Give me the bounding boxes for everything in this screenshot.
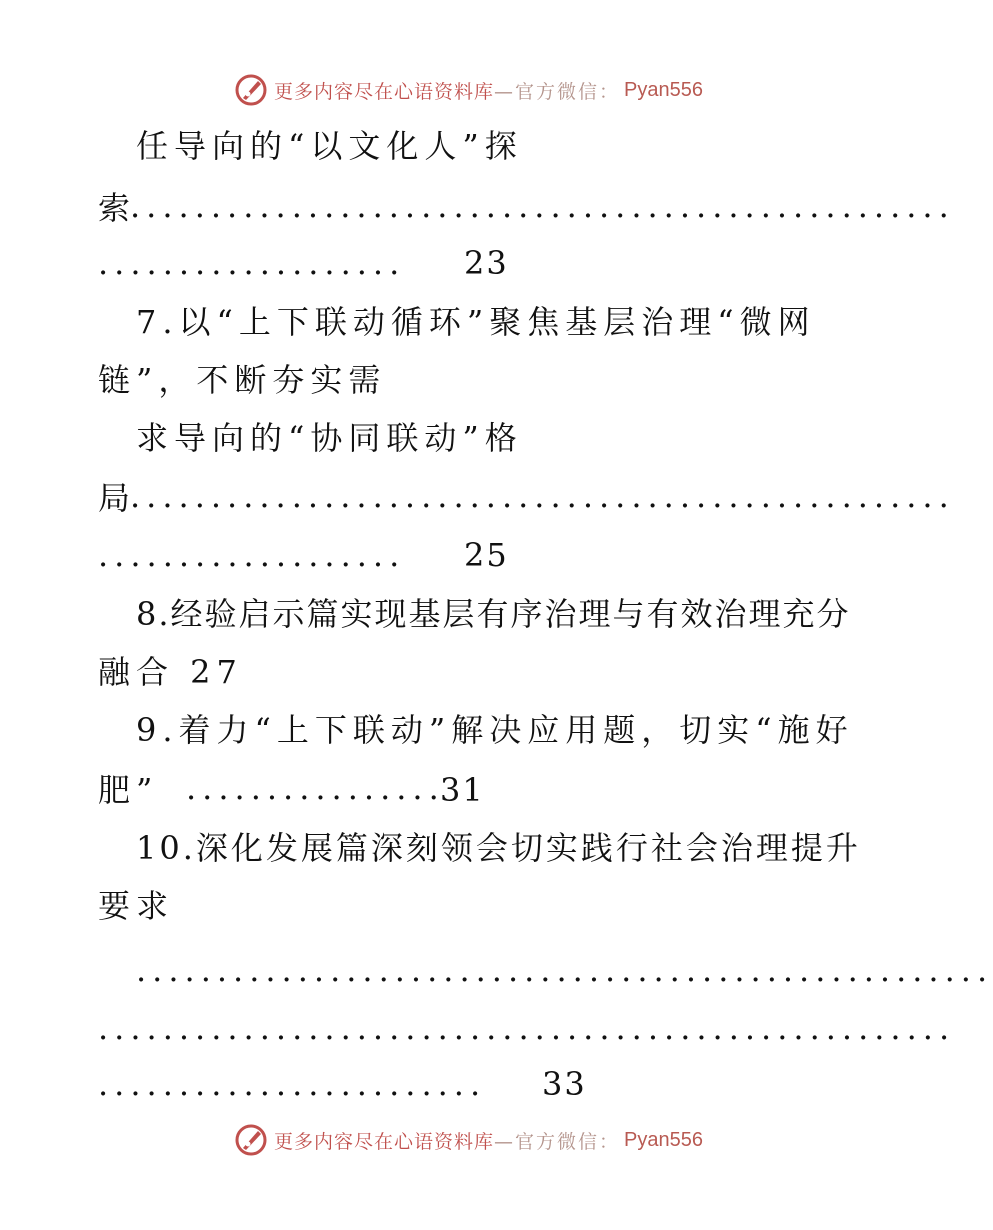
- toc-text-line: 7.以“上下联动循环”聚焦基层治理“微网: [136, 303, 816, 341]
- toc-text-line: 求导向的“协同联动”格: [136, 419, 523, 457]
- toc-text-line: 8.经验启示篇实现基层有序治理与有效治理充分: [136, 595, 851, 633]
- toc-page-number: 25: [464, 536, 509, 574]
- footer-watermark: [234, 1120, 703, 1160]
- watermark-brand: 更多内容尽在心语资料库: [274, 80, 495, 103]
- toc-leader-dots: ...................: [98, 536, 406, 574]
- toc-text-line: 链”，不断夯实需: [98, 361, 387, 399]
- watermark-wechat-id: Pyan556: [624, 78, 703, 101]
- watermark-separator: —官方微信：: [494, 80, 621, 103]
- toc-text-line: 要求: [98, 887, 175, 925]
- toc-leader-dots: .....................................................: [98, 1009, 956, 1047]
- toc-text-line: 肥”: [98, 771, 159, 809]
- watermark-wechat-id: Pyan556: [624, 1128, 703, 1151]
- toc-leader-dots: .....................................................: [136, 951, 993, 989]
- toc-leader-dots: ...................................................: [130, 477, 955, 515]
- toc-text-line: 10.深化发展篇深刻领会切实践行社会治理提升: [136, 829, 861, 867]
- toc-text-line: 局: [98, 479, 137, 517]
- toc-leader-dots: ........................: [98, 1065, 487, 1103]
- toc-page-number: 23: [464, 244, 509, 282]
- toc-text-line: 索: [98, 189, 137, 227]
- toc-leader-dots: ................: [186, 769, 445, 807]
- toc-leader-dots: ...................................................: [130, 187, 955, 225]
- watermark-brand: 更多内容尽在心语资料库: [274, 1130, 495, 1153]
- toc-page-number: 31: [440, 771, 485, 809]
- toc-text-line: 融合 27: [98, 653, 243, 691]
- toc-leader-dots: ...................: [98, 244, 406, 282]
- toc-page-number: 33: [542, 1065, 587, 1103]
- toc-text-line: 9.着力“上下联动”解决应用题，切实“施好: [136, 711, 854, 749]
- watermark-separator: —官方微信：: [494, 1130, 621, 1153]
- pen-logo-icon: [234, 1123, 268, 1157]
- toc-text-line: 任导向的“以文化人”探: [136, 127, 523, 165]
